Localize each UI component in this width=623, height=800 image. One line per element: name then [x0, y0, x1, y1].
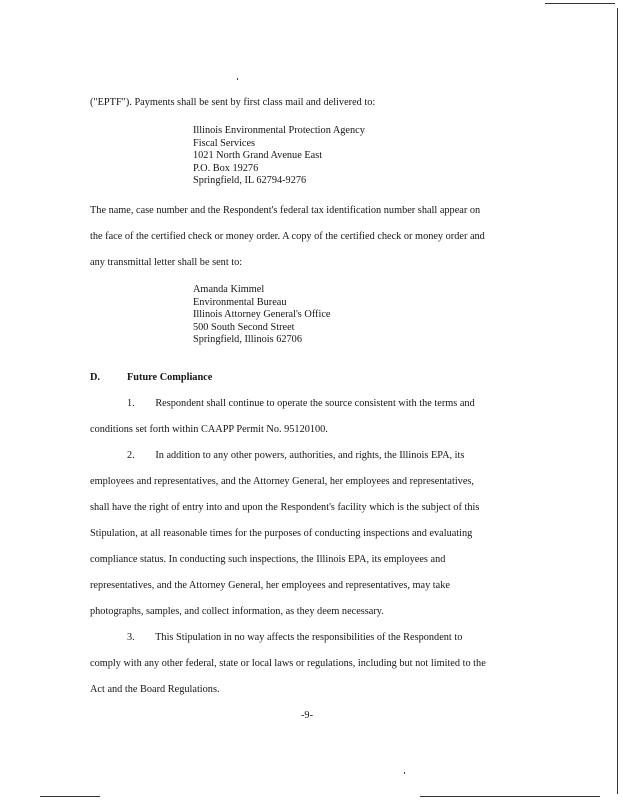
paragraph-line: compliance status. In conducting such inspections, the Illinois EPA, its employees and [90, 554, 446, 565]
scan-speck [237, 78, 238, 80]
paragraph-line: employees and representatives, and the Attorney General, her employees and representatives, [90, 476, 474, 487]
body-line: the face of the certified check or money order. A copy of the certified check or money order and [90, 231, 485, 242]
paragraph-line: comply with any other federal, state or local laws or regulations, including but not limited to the [90, 658, 486, 669]
address-line: Fiscal Services [193, 137, 256, 149]
body-line: ("EPTF"). Payments shall be sent by first class mail and delivered to: [90, 97, 376, 108]
scan-edge-right [617, 8, 618, 794]
address-line: 1021 North Grand Avenue East [193, 150, 323, 162]
address-line: Environmental Bureau [193, 296, 287, 308]
scan-edge-bottom-left [40, 796, 100, 797]
paragraph-line: photographs, samples, and collect information, as they deem necessary. [90, 606, 384, 617]
address-line: Amanda Kimmel [193, 284, 265, 295]
address-line: P.O. Box 19276 [193, 162, 259, 174]
body-line: any transmittal letter shall be sent to: [90, 257, 243, 268]
section-title: Future Compliance [127, 372, 213, 383]
paragraph-line: representatives, and the Attorney General, her employees and representatives, may take [90, 580, 450, 591]
scan-speck [404, 772, 405, 774]
section-letter: D. [90, 372, 101, 383]
paragraph-line: 3. This Stipulation in no way affects the responsibilities of the Respondent to [127, 632, 463, 643]
paragraph-line: conditions set forth within CAAPP Permit No. 95120100. [90, 424, 328, 435]
address-block-ag [193, 284, 331, 347]
address-line: 500 South Second Street [193, 321, 295, 333]
paragraph-line: 1. Respondent shall continue to operate the source consistent with the terms and [127, 398, 475, 409]
body-line: The name, case number and the Respondent's federal tax identification number shall appear on [90, 205, 481, 216]
paragraph-line: shall have the right of entry into and upon the Respondent's facility which is the subject of this [90, 502, 480, 513]
address-line: Springfield, IL 62794-9276 [193, 175, 307, 187]
page-number: -9- [301, 710, 314, 721]
address-line: Springfield, Illinois 62706 [193, 334, 302, 346]
paragraph-line: Stipulation, at all reasonable times for the purposes of conducting inspections and evaluating [90, 528, 473, 539]
address-line: Illinois Attorney General's Office [193, 309, 331, 321]
address-line: Illinois Environmental Protection Agency [193, 125, 365, 136]
paragraph-line: Act and the Board Regulations. [90, 684, 220, 695]
paragraph-line: 2. In addition to any other powers, authorities, and rights, the Illinois EPA, its [127, 450, 465, 461]
scan-edge-bottom-right [420, 796, 600, 797]
scan-edge-top [545, 3, 615, 4]
address-block-epa [193, 125, 365, 188]
